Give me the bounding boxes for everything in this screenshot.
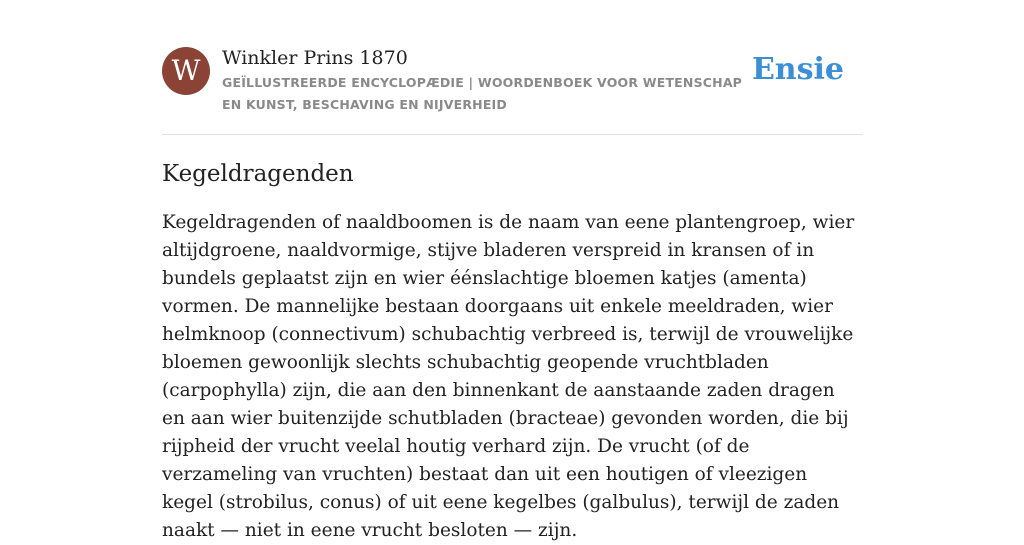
ensie-logo[interactable]: Ensie	[751, 52, 844, 87]
source-title[interactable]: Winkler Prins 1870	[222, 47, 408, 69]
source-subtitle: GEÏLLUSTREERDE ENCYCLOPÆDIE | WOORDENBOEK VOOR WETENSCHAP EN KUNST, BESCHAVING EN NIJVERHEID	[222, 75, 743, 112]
page-container	[162, 44, 863, 545]
avatar[interactable]: W	[162, 47, 210, 95]
article-body: Kegeldragenden of naaldboomen is de naam van eene plantengroep, wier altijdgroene, naaldvormige, stijve bladeren verspreid in kransen of in bundels geplaatst zijn en wier éénslachtige bloemen katjes (amenta) vormen. De mannelijke bestaan doorgaans uit enkele meeldraden, wier helmknoop (connectivum) schubachtig verbreed is, terwijl de vrouwelijke bloemen gewoonlijk slechts schubachtig geopende vruchtbladen (carpophylla) zijn, die aan den binnenkant de aanstaande zaden dragen en aan wier buitenzijde schutbladen (bracteae) gevonden worden, die bij rijpheid der vrucht veelal houtig verhard zijn. De vrucht (of de verzameling van vruchten) bestaat dan uit een houtigen of vleezigen kegel (strobilus, conus) of uit eene kegelbes (galbulus), terwijl de zaden naakt — niet in eene vrucht besloten — zijn.	[162, 212, 855, 541]
source-header	[162, 44, 863, 135]
article-title: Kegeldragenden	[162, 161, 354, 187]
